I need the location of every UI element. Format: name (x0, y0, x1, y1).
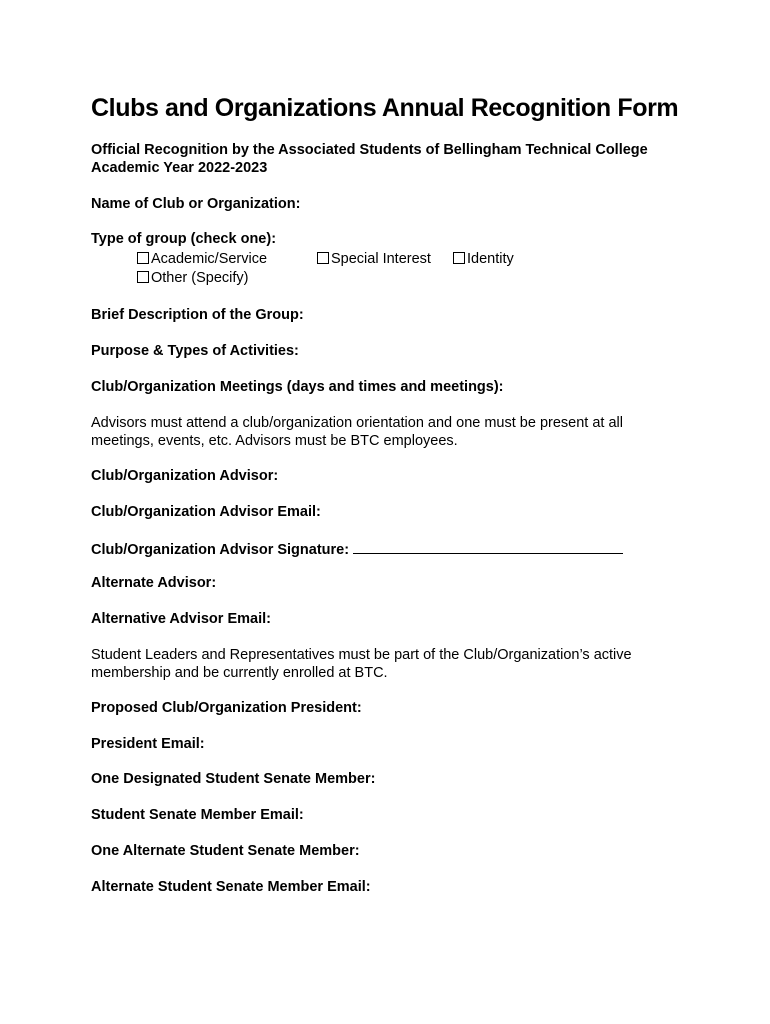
president-label: Proposed Club/Organization President: (91, 700, 362, 716)
checkbox-academic-service[interactable] (137, 250, 267, 268)
advisors-note (91, 414, 691, 450)
senate-member-label: One Designated Student Senate Member: (91, 771, 376, 787)
alternate-advisor-email-label: Alternative Advisor Email: (91, 611, 271, 627)
group-type-label: Type of group (check one): (91, 231, 277, 247)
advisors-note-line-1: Advisors must attend a club/organization orientation and one must be present at all (91, 415, 623, 431)
leaders-note-line-1: Student Leaders and Representatives must be part of the Club/Organization’s active (91, 647, 632, 663)
description-label: Brief Description of the Group: (91, 307, 304, 323)
checkbox-icon[interactable] (317, 252, 329, 264)
purpose-label: Purpose & Types of Activities: (91, 343, 299, 359)
leaders-note-line-2: membership and be currently enrolled at BTC. (91, 665, 388, 681)
checkbox-label: Other (Specify) (151, 270, 249, 286)
checkbox-icon[interactable] (453, 252, 465, 264)
checkbox-other[interactable] (137, 269, 249, 287)
checkbox-icon[interactable] (137, 271, 149, 283)
checkbox-label: Identity (467, 251, 514, 267)
leaders-note (91, 646, 691, 682)
subtitle-line-2: Academic Year 2022-2023 (91, 160, 268, 176)
advisors-note-line-2: meetings, events, etc. Advisors must be BTC employees. (91, 433, 458, 449)
meetings-label: Club/Organization Meetings (days and times and meetings): (91, 379, 504, 395)
advisor-signature-label: Club/Organization Advisor Signature: (91, 542, 350, 558)
checkbox-label: Special Interest (331, 251, 431, 267)
page-title: Clubs and Organizations Annual Recognition Form (91, 94, 679, 122)
alternate-senate-member-label: One Alternate Student Senate Member: (91, 843, 360, 859)
checkbox-label: Academic/Service (151, 251, 268, 267)
checkbox-special-interest[interactable] (317, 250, 431, 268)
advisor-label: Club/Organization Advisor: (91, 468, 279, 484)
president-email-label: President Email: (91, 736, 205, 752)
advisor-email-label: Club/Organization Advisor Email: (91, 504, 321, 520)
checkbox-identity[interactable] (453, 250, 514, 268)
signature-line[interactable] (353, 539, 623, 554)
alternate-senate-member-email-label: Alternate Student Senate Member Email: (91, 879, 371, 895)
subtitle (91, 141, 648, 177)
advisor-signature-row (91, 539, 623, 559)
senate-member-email-label: Student Senate Member Email: (91, 807, 304, 823)
subtitle-line-1: Official Recognition by the Associated Students of Bellingham Technical College (91, 142, 648, 158)
checkbox-icon[interactable] (137, 252, 149, 264)
club-name-label: Name of Club or Organization: (91, 196, 301, 212)
alternate-advisor-label: Alternate Advisor: (91, 575, 217, 591)
